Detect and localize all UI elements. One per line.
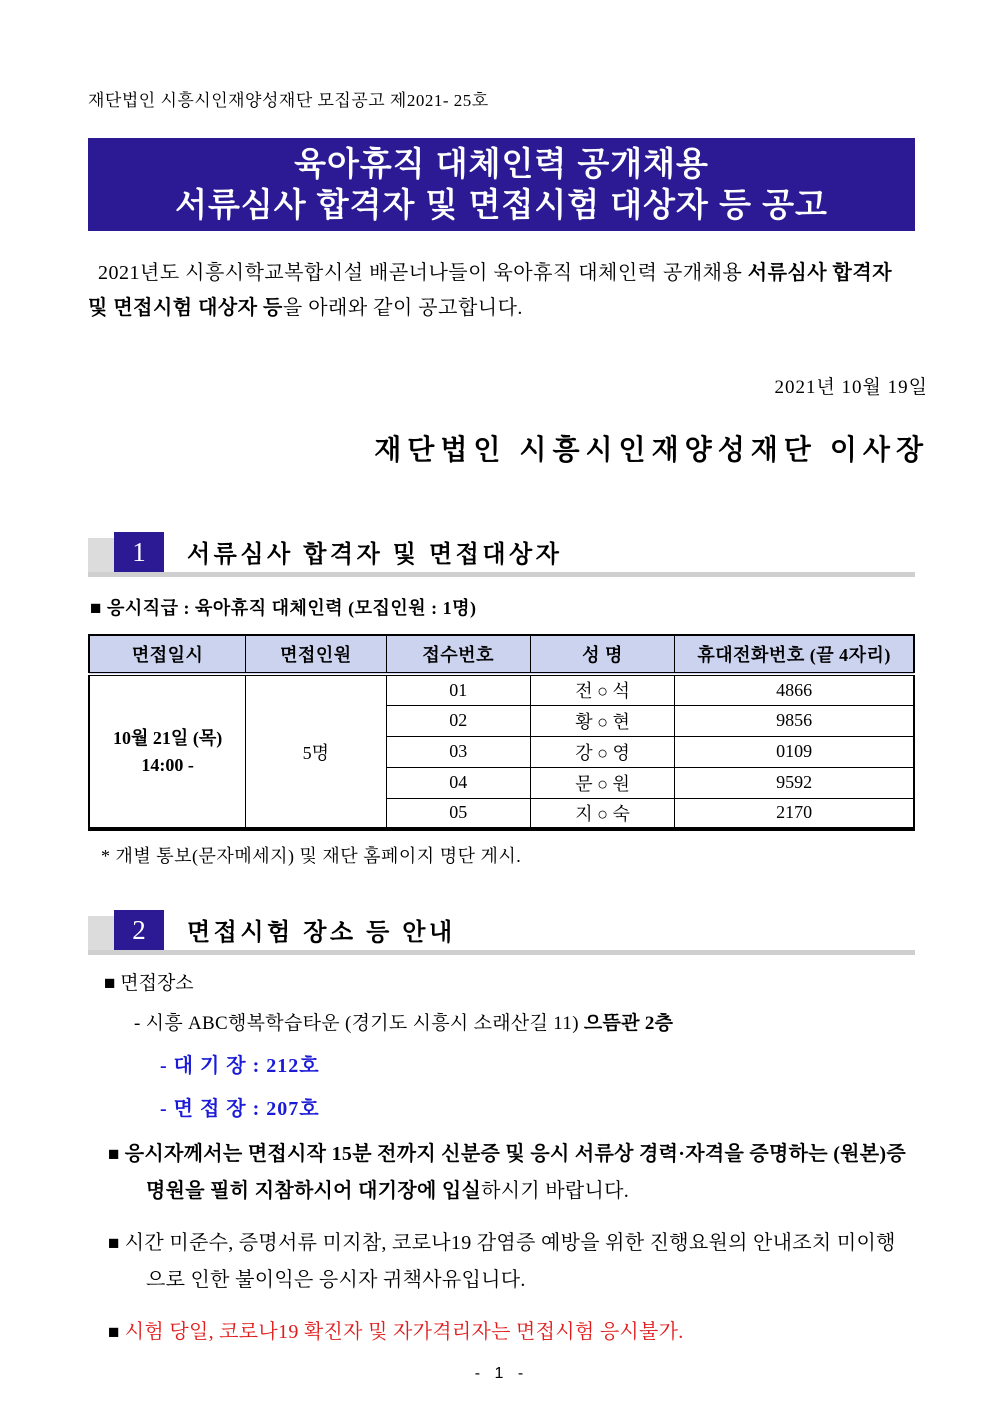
candidate-name: 강 ○ 영: [530, 736, 674, 767]
interview-address: [88, 1008, 915, 1035]
interview-place-label: [88, 968, 915, 995]
col-header-phone-last4: 휴대전화번호 (끝 4자리): [675, 635, 914, 674]
phone-last4: 2170: [675, 798, 914, 829]
receipt-number: 05: [386, 798, 530, 829]
interview-time: 14:00 -: [141, 754, 194, 775]
table-header-row: [89, 635, 914, 674]
intro-text-post: 을 아래와 같이 공고합니다.: [282, 297, 523, 319]
intro-text-pre: 2021년도 시흥시학교복합시설 배곧너나들이 육아휴직 대체인력 공개채용: [98, 262, 748, 284]
position-text: 응시직급 : 육아휴직 대체인력 (모집인원 : 1명): [106, 598, 477, 618]
interview-candidates-table: [88, 634, 915, 831]
notice-covid-restriction: [88, 1314, 915, 1351]
section2-number-box: 2: [114, 910, 164, 950]
notice3-red-text: 시험 당일, 코로나19 확진자 및 자가격리자는 면접시험 응시불가.: [124, 1321, 684, 1343]
phone-last4: 9856: [675, 705, 914, 736]
position-line: [88, 594, 915, 620]
square-bullet-icon: ■: [108, 1322, 120, 1343]
col-header-interview-datetime: 면접일시: [89, 635, 246, 674]
receipt-number: 02: [386, 705, 530, 736]
section2-gray-tab: [88, 916, 114, 950]
page-number: - 1 -: [474, 1365, 529, 1382]
receipt-number: 04: [386, 767, 530, 798]
interview-count-cell: 5명: [246, 674, 386, 829]
address-building-bold: 으뜸관 2층: [583, 1013, 674, 1034]
col-header-interview-count: 면접인원: [246, 635, 386, 674]
announcement-date: 2021년 10월 19일: [774, 377, 928, 398]
interview-room-line: - 면 접 장 : 207호: [160, 1098, 320, 1120]
receipt-number: 03: [386, 736, 530, 767]
notice-id-documents: [88, 1136, 915, 1210]
col-header-name: 성 명: [530, 635, 674, 674]
square-bullet-icon: ■: [90, 598, 102, 619]
square-bullet-icon: ■: [104, 973, 116, 994]
title-banner: [88, 138, 915, 231]
phone-last4: 0109: [675, 736, 914, 767]
notice-responsibility: [88, 1225, 915, 1299]
square-bullet-icon: ■: [108, 1144, 120, 1165]
interview-datetime-cell: [89, 674, 246, 829]
section2-heading: [88, 910, 915, 955]
section2-title: 면접시험 장소 등 안내: [187, 920, 456, 946]
phone-last4: 9592: [675, 767, 914, 798]
issuer-signature: 재단법인 시흥시인재양성재단 이사장: [374, 435, 929, 466]
waiting-room-line: - 대 기 장 : 212호: [160, 1055, 320, 1077]
address-text: - 시흥 ABC행복학습타운 (경기도 시흥시 소래산길 11): [134, 1013, 584, 1034]
candidate-name: 전 ○ 석: [530, 674, 674, 705]
interview-place-text: 면접장소: [120, 973, 194, 994]
candidate-name: 지 ○ 숙: [530, 798, 674, 829]
document-number: 재단법인 시흥시인재양성재단 모집공고 제2021- 25호: [88, 91, 489, 110]
intro-text-bold: 서류심사 합격자 및 면접시험 대상자 등: [88, 262, 893, 319]
notice1-rest-text: 하시기 바랍니다.: [481, 1180, 630, 1202]
section1-gray-tab: [88, 538, 114, 572]
candidate-name: 황 ○ 현: [530, 705, 674, 736]
title-banner-line2: 서류심사 합격자 및 면접시험 대상자 등 공고: [175, 186, 828, 223]
section1-title: 서류심사 합격자 및 면접대상자: [187, 542, 563, 568]
title-banner-line1: 육아휴직 대체인력 공개채용: [294, 145, 709, 182]
section1-number-box: 1: [114, 532, 164, 572]
notice1-bold-text: 응시자께서는 면접시작 15분 전까지 신분증 및 응시 서류상 경력·자격을 증명하는 (원본)증명원을 필히 지참하시어 대기장에 입실: [124, 1143, 906, 1202]
section1-heading: [88, 532, 915, 577]
interview-date: 10월 21일 (목): [113, 727, 223, 748]
candidate-name: 문 ○ 원: [530, 767, 674, 798]
col-header-receipt-number: 접수번호: [386, 635, 530, 674]
receipt-number: 01: [386, 674, 530, 705]
table-footnote: * 개별 통보(문자메세지) 및 재단 홈페이지 명단 게시.: [101, 846, 522, 866]
table-row: [89, 674, 914, 705]
phone-last4: 4866: [675, 674, 914, 705]
notice2-text: 시간 미준수, 증명서류 미지참, 코로나19 감염증 예방을 위한 진행요원의 안내조치 미이행으로 인한 불이익은 응시자 귀책사유입니다.: [124, 1232, 896, 1291]
square-bullet-icon: ■: [108, 1233, 120, 1254]
intro-paragraph: [88, 256, 915, 326]
